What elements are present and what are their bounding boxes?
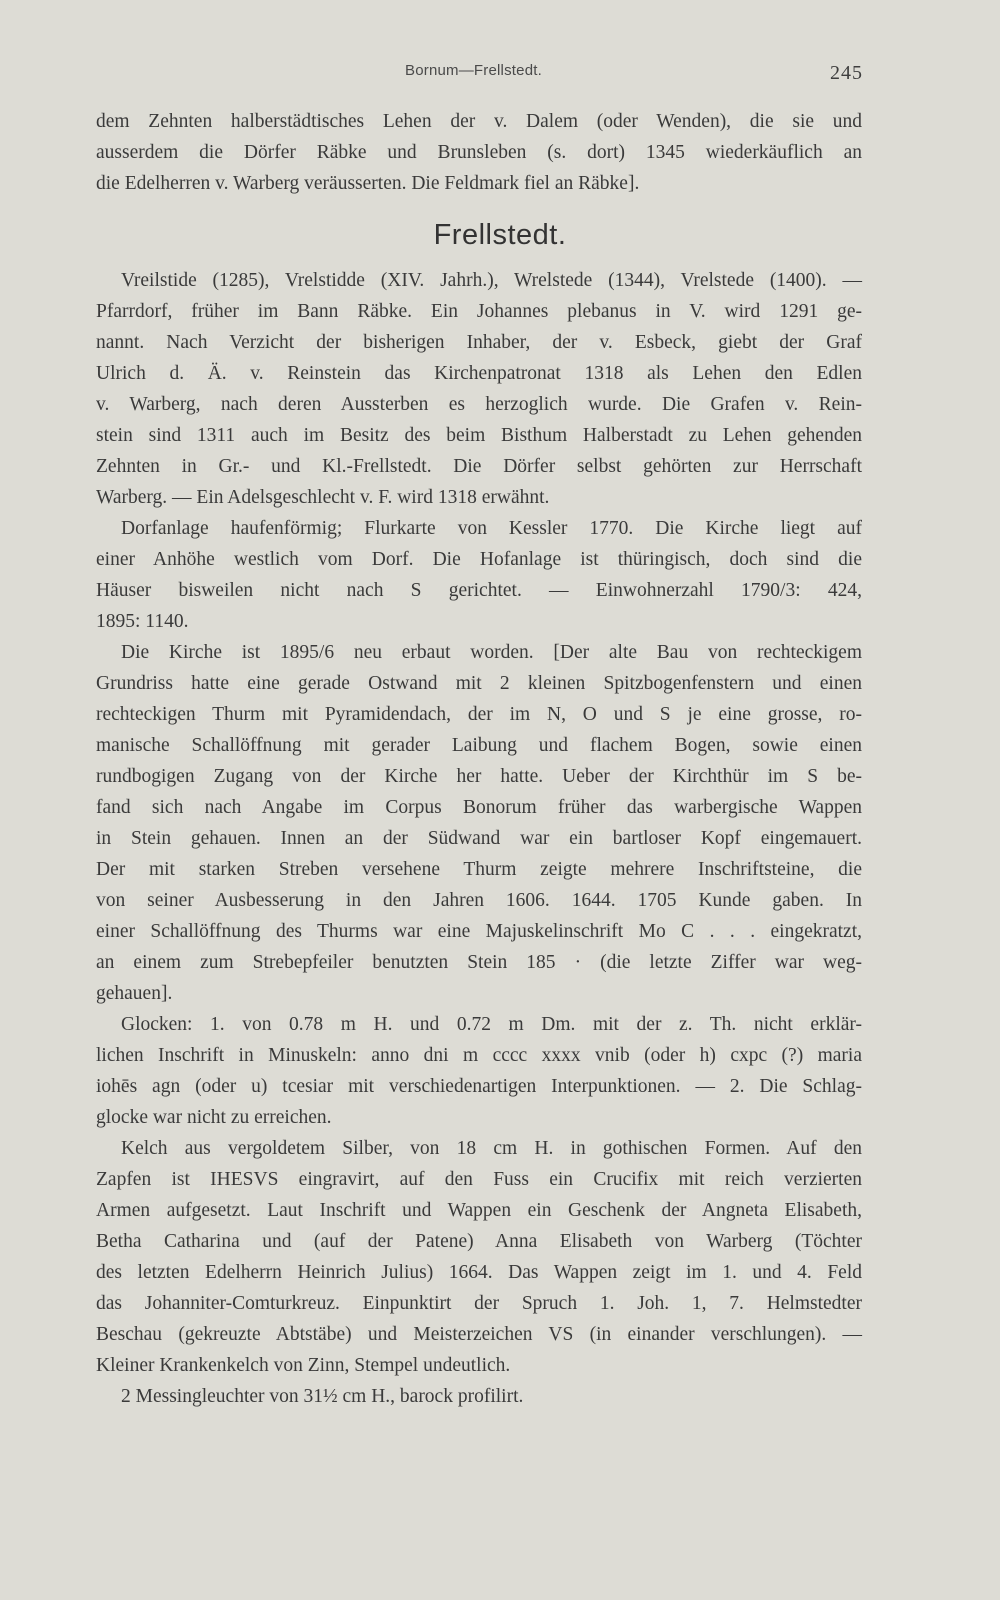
text-line: fand sich nach Angabe im Corpus Bonorum früher das warbergische Wappen (96, 797, 862, 818)
running-title: Bornum—Frellstedt. (405, 62, 542, 79)
text-line: das Johanniter-Comturkreuz. Einpunktirt der Spruch 1. Joh. 1, 7. Helmstedter (96, 1293, 862, 1314)
text-line: des letzten Edelherrn Heinrich Julius) 1664. Das Wappen zeigt im 1. und 4. Feld (96, 1262, 862, 1283)
text-line: glocke war nicht zu erreichen. (96, 1107, 332, 1128)
running-head (0, 62, 1000, 86)
text-line: Warberg. — Ein Adelsgeschlecht v. F. wird 1318 erwähnt. (96, 487, 550, 508)
text-line: Dorfanlage haufenförmig; Flurkarte von Kessler 1770. Die Kirche liegt auf (121, 518, 862, 539)
text-line: Kelch aus vergoldetem Silber, von 18 cm H. in gothischen Formen. Auf den (121, 1138, 862, 1159)
text-line: Pfarrdorf, früher im Bann Räbke. Ein Johannes plebanus in V. wird 1291 ge- (96, 301, 862, 322)
text-line: von seiner Ausbesserung in den Jahren 1606. 1644. 1705 Kunde gaben. In (96, 890, 862, 911)
paragraph-bells (96, 1009, 862, 1133)
text-line: Ulrich d. Ä. v. Reinstein das Kirchenpatronat 1318 als Lehen den Edlen (96, 363, 862, 384)
continuation-paragraph (96, 106, 862, 199)
paragraph-church (96, 637, 862, 1009)
text-line: Kleiner Krankenkelch von Zinn, Stempel undeutlich. (96, 1355, 511, 1376)
text-line: ausserdem die Dörfer Räbke und Brunsleben (s. dort) 1345 wiederkäuflich an (96, 142, 862, 163)
paragraph-village-layout (96, 513, 862, 637)
paragraph-candlesticks (96, 1381, 862, 1412)
text-line: Armen aufgesetzt. Laut Inschrift und Wappen ein Geschenk der Angneta Elisabeth, (96, 1200, 862, 1221)
text-line: iohēs agn (oder u) tcesiar mit verschiedenartigen Interpunktionen. — 2. Die Schlag- (96, 1076, 862, 1097)
page-number: 245 (830, 62, 863, 84)
text-line: rundbogigen Zugang von der Kirche her hatte. Ueber der Kirchthür im S be- (96, 766, 862, 787)
main-text (96, 265, 862, 1412)
text-line: dem Zehnten halberstädtisches Lehen der v. Dalem (oder Wenden), die sie und (96, 111, 862, 132)
text-line: Vreilstide (1285), Vrelstidde (XIV. Jahrh.), Wrelstede (1344), Vrelstede (1400). — (121, 270, 862, 291)
section-heading: Frellstedt. (433, 219, 567, 251)
text-line: gehauen]. (96, 983, 173, 1004)
paragraph-chalice (96, 1133, 862, 1381)
text-line: Zapfen ist IHESVS eingravirt, auf den Fuss ein Crucifix mit reich verzierten (96, 1169, 862, 1190)
text-line: Betha Catharina und (auf der Patene) Anna Elisabeth von Warberg (Töchter (96, 1231, 862, 1252)
text-line: rechteckigen Thurm mit Pyramidendach, der im N, O und S je eine grosse, ro- (96, 704, 862, 725)
text-line: einer Anhöhe westlich vom Dorf. Die Hofanlage ist thüringisch, doch sind die (96, 549, 862, 570)
text-line: Häuser bisweilen nicht nach S gerichtet. — Einwohnerzahl 1790/3: 424, (96, 580, 862, 601)
text-line: Glocken: 1. von 0.78 m H. und 0.72 m Dm. mit der z. Th. nicht erklär- (121, 1014, 862, 1035)
text-line: stein sind 1311 auch im Besitz des beim Bisthum Halberstadt zu Lehen gehenden (96, 425, 862, 446)
text-line: in Stein gehauen. Innen an der Südwand war ein bartloser Kopf eingemauert. (96, 828, 862, 849)
paragraph-history (96, 265, 862, 513)
text-line: lichen Inschrift in Minuskeln: anno dni m cccc xxxx vnib (oder h) cxpc (?) maria (96, 1045, 862, 1066)
text-line: manische Schallöffnung mit gerader Laibung und flachem Bogen, sowie einen (96, 735, 862, 756)
text-line: einer Schallöffnung des Thurms war eine Majuskelinschrift Mo C . . . eingekratzt, (96, 921, 862, 942)
text-line: 2 Messingleuchter von 31½ cm H., barock profilirt. (121, 1386, 524, 1407)
text-line: Zehnten in Gr.- und Kl.-Frellstedt. Die Dörfer selbst gehörten zur Herrschaft (96, 456, 862, 477)
text-line: v. Warberg, nach deren Aussterben es herzoglich wurde. Die Grafen v. Rein- (96, 394, 862, 415)
text-line: Der mit starken Streben versehene Thurm zeigte mehrere Inschriftsteine, die (96, 859, 862, 880)
text-line: 1895: 1140. (96, 611, 189, 632)
text-line: Die Kirche ist 1895/6 neu erbaut worden. [Der alte Bau von rechteckigem (121, 642, 862, 663)
text-line: an einem zum Strebepfeiler benutzten Stein 185 · (die letzte Ziffer war weg- (96, 952, 862, 973)
text-line: Beschau (gekreuzte Abtstäbe) und Meisterzeichen VS (in einander verschlungen). — (96, 1324, 862, 1345)
text-line: Grundriss hatte eine gerade Ostwand mit 2 kleinen Spitzbogenfenstern und einen (96, 673, 862, 694)
text-line: die Edelherren v. Warberg veräusserten. Die Feldmark fiel an Räbke]. (96, 173, 640, 194)
text-line: nannt. Nach Verzicht der bisherigen Inhaber, der v. Esbeck, giebt der Graf (96, 332, 862, 353)
